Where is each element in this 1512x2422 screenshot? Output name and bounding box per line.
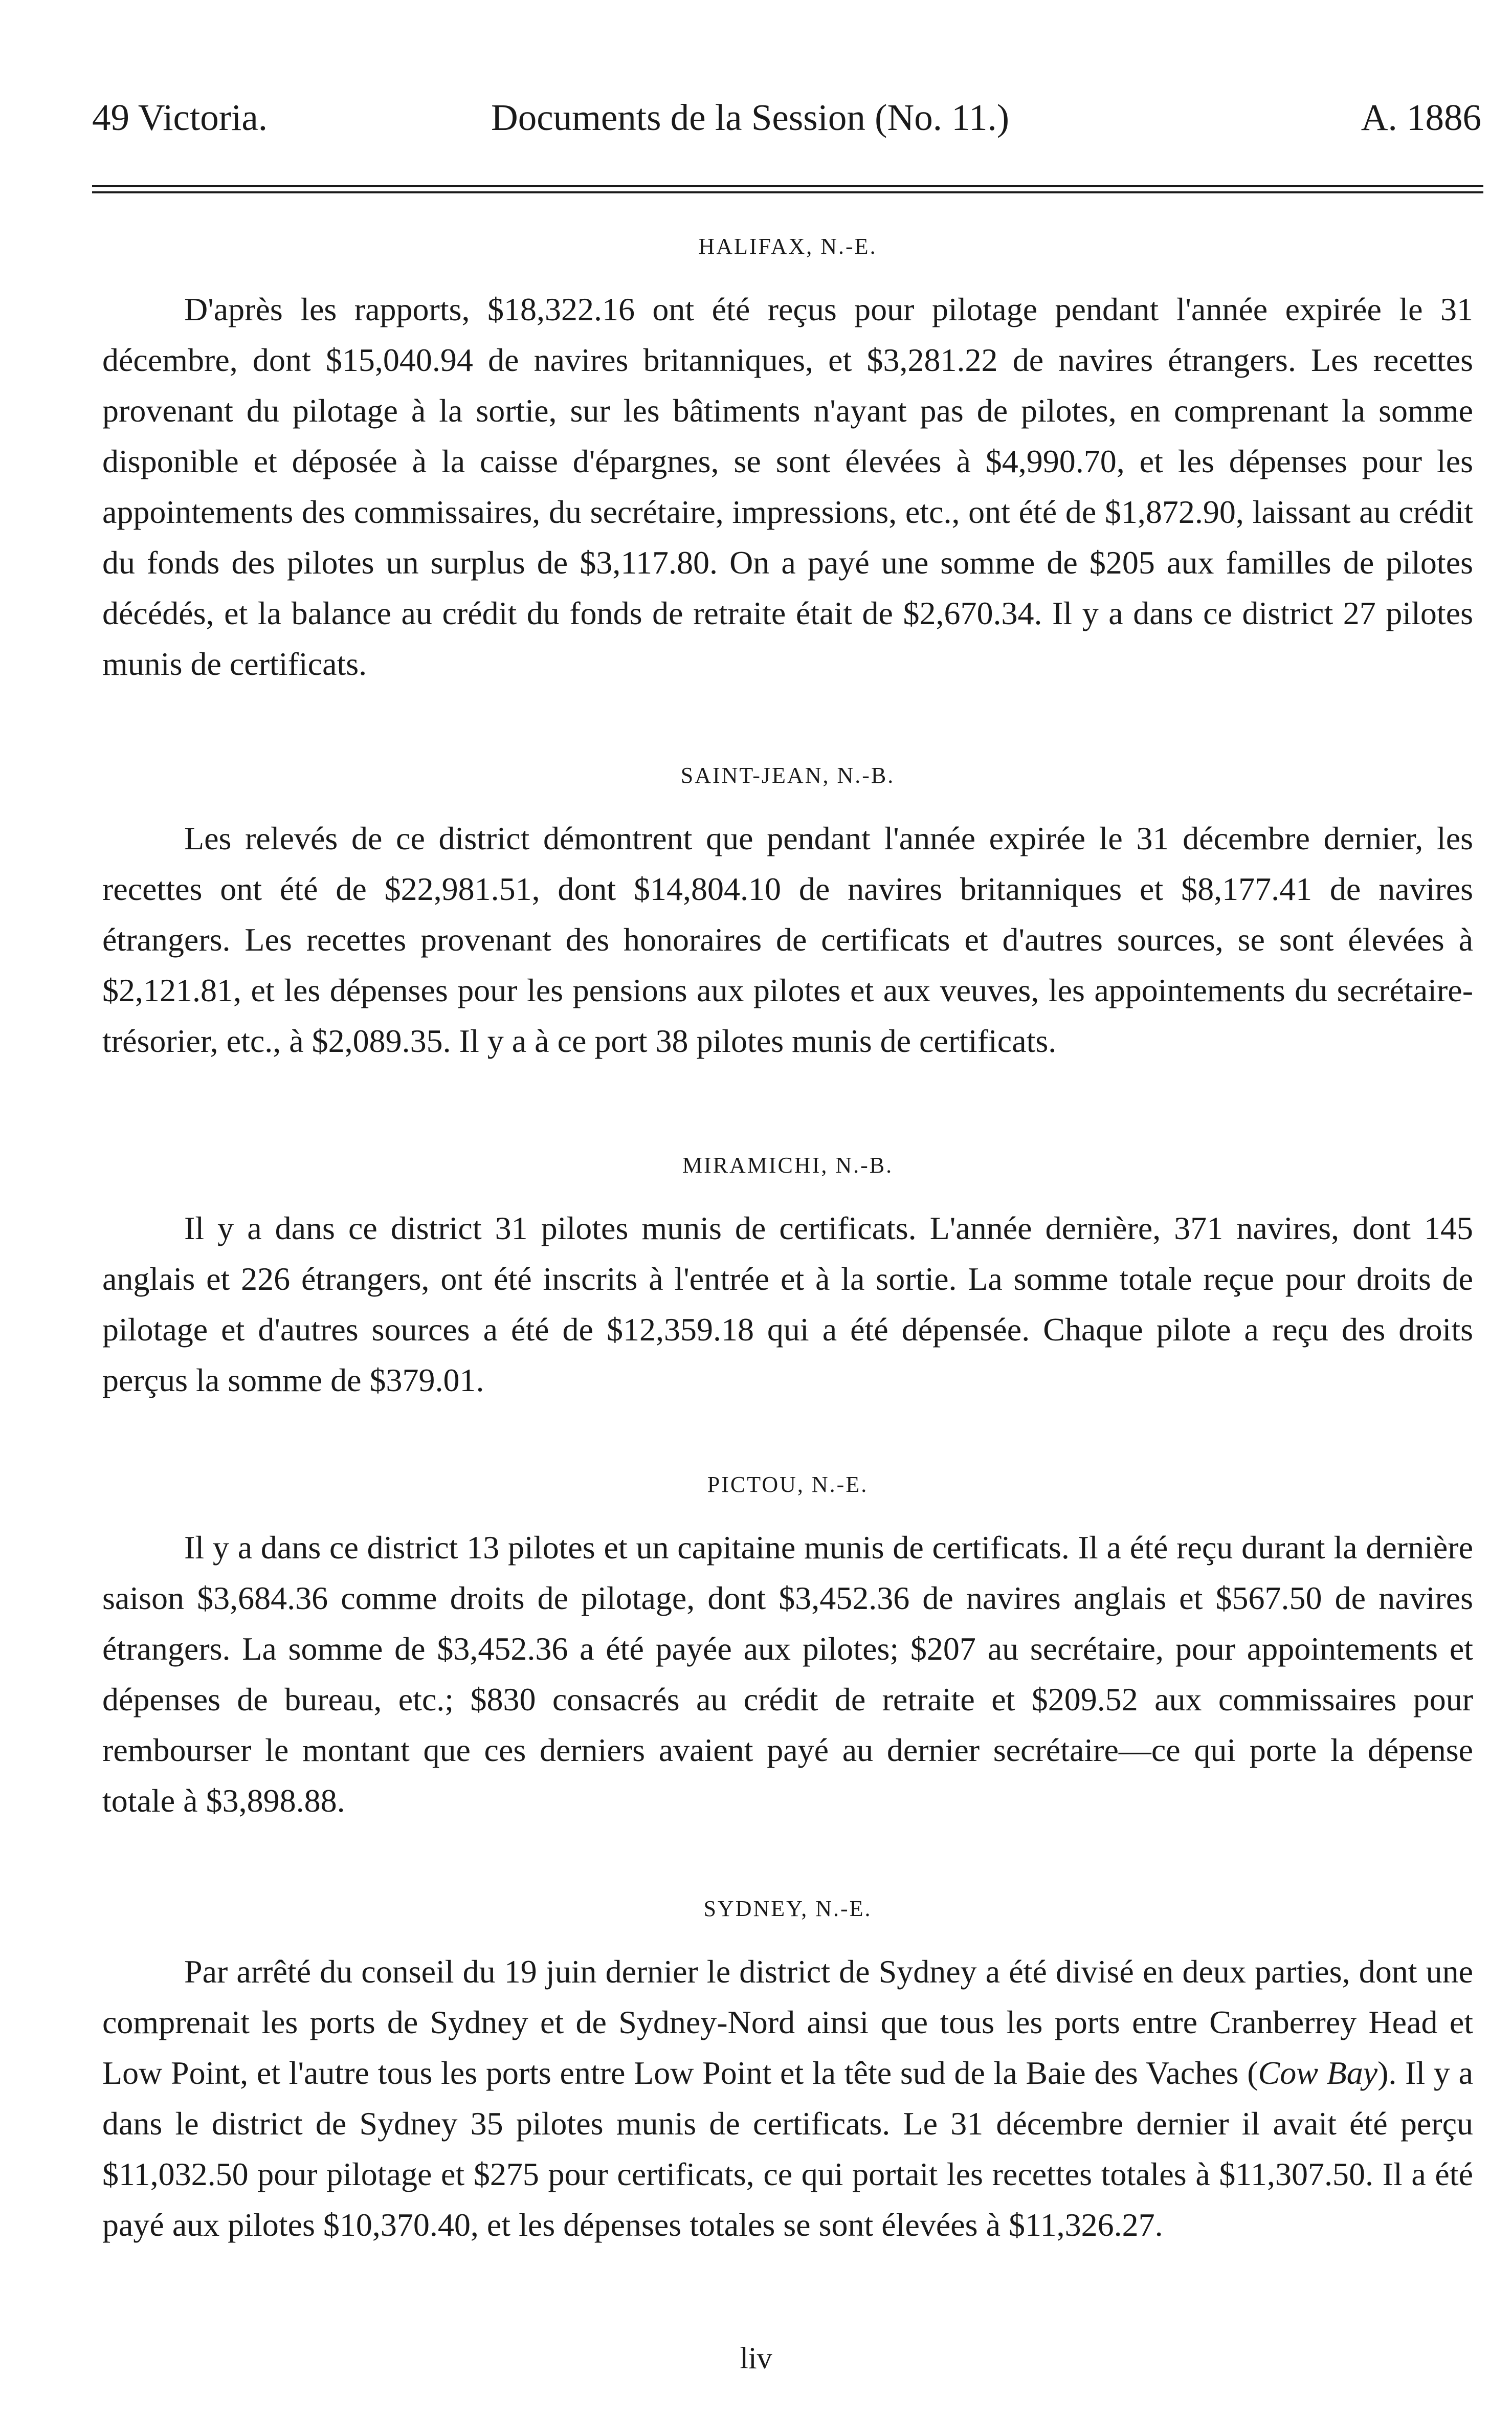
header-session-year: 49 Victoria. bbox=[92, 97, 268, 138]
section-halifax bbox=[102, 233, 1473, 689]
paragraph-text-part: Par arrêté du conseil du 19 juin dernier le district de Sydney a été divisé en deux parties, dont une comprenait les ports de Sydney et de Sydney-Nord ainsi que tous les ports entre Cranberrey Head et Low Point, et l'autre tous les ports entre Low Point et la tête sud de la Baie des Vaches ( bbox=[102, 1953, 1473, 2091]
section-paragraph: Il y a dans ce district 13 pilotes et un capitaine munis de certificats. Il a été reçu durant la dernière saison $3,684.36 comme droits de pilotage, dont $3,452.36 de navires anglais et $567.50 de navires étrangers. La somme de $3,452.36 a été payée aux pilotes; $207 au secrétaire, pour appointements et dépenses de bureau, etc.; $830 consacrés au crédit de retraite et $209.52 aux commissaires pour rembourser le montant que ces derniers avaient payé au dernier secrétaire—ce qui porte la dépense totale à $3,898.88. bbox=[102, 1529, 1473, 1819]
section-saint-jean bbox=[102, 762, 1473, 1066]
section-heading: SAINT-JEAN, N.-B. bbox=[680, 763, 895, 788]
section-heading: SYDNEY, N.-E. bbox=[703, 1896, 872, 1921]
section-heading: HALIFAX, N.-E. bbox=[698, 234, 877, 259]
section-paragraph bbox=[102, 1946, 1473, 2250]
section-sydney bbox=[102, 1896, 1473, 2250]
italic-place-name: Cow Bay bbox=[1258, 2055, 1378, 2091]
header-year: A. 1886 bbox=[1361, 97, 1481, 138]
section-miramichi bbox=[102, 1152, 1473, 1405]
header-rule-bottom bbox=[92, 191, 1483, 193]
section-heading: PICTOU, N.-E. bbox=[707, 1472, 869, 1497]
header-rule-top bbox=[92, 185, 1483, 187]
page-number: liv bbox=[740, 2341, 772, 2375]
page-header bbox=[92, 96, 1481, 142]
section-pictou bbox=[102, 1471, 1473, 1826]
header-document-title: Documents de la Session (No. 11.) bbox=[491, 97, 1010, 138]
paragraph-text-part: ). Il y a dans le district de Sydney 35 pilotes munis de certificats. Le 31 décembre dernier il avait été perçu $11,032.50 pour pilotage et $275 pour certificats, ce qui portait les recettes totales à $11,307.50. Il a été payé aux pilotes $10,370.40, et les dépenses totales se sont élevées à $11,326.27. bbox=[102, 2055, 1474, 2243]
section-paragraph: Il y a dans ce district 31 pilotes munis de certificats. L'année dernière, 371 navires, dont 145 anglais et 226 étrangers, ont été inscrits à l'entrée et à la sortie. La somme totale reçue pour droits de pilotage et d'autres sources a été de $12,359.18 qui a été dépensée. Chaque pilote a reçu des droits perçus la somme de $379.01. bbox=[102, 1210, 1473, 1398]
section-paragraph: Les relevés de ce district démontrent que pendant l'année expirée le 31 décembre dernier, les recettes ont été de $22,981.51, dont $14,804.10 de navires britanniques et $8,177.41 de navires étrangers. Les recettes provenant des honoraires de certificats et d'autres sources, se sont élevées à $2,121.81, et les dépenses pour les pensions aux pilotes et aux veuves, les appointements du secrétaire-trésorier, etc., à $2,089.35. Il y a à ce port 38 pilotes munis de certificats. bbox=[102, 820, 1473, 1059]
section-heading: MIRAMICHI, N.-B. bbox=[682, 1153, 894, 1178]
section-paragraph: D'après les rapports, $18,322.16 ont été reçus pour pilotage pendant l'année expirée le 31 décembre, dont $15,040.94 de navires britanniques, et $3,281.22 de navires étrangers. Les recettes provenant du pilotage à la sortie, sur les bâtiments n'ayant pas de pilotes, en comprenant la somme disponible et déposée à la caisse d'épargnes, se sont élevées à $4,990.70, et les dépenses pour les appointements des commissaires, du secrétaire, impressions, etc., ont été de $1,872.90, laissant au crédit du fonds des pilotes un surplus de $3,117.80. On a payé une somme de $205 aux familles de pilotes décédés, et la balance au crédit du fonds de retraite était de $2,670.34. Il y a dans ce district 27 pilotes munis de certificats. bbox=[102, 291, 1473, 682]
